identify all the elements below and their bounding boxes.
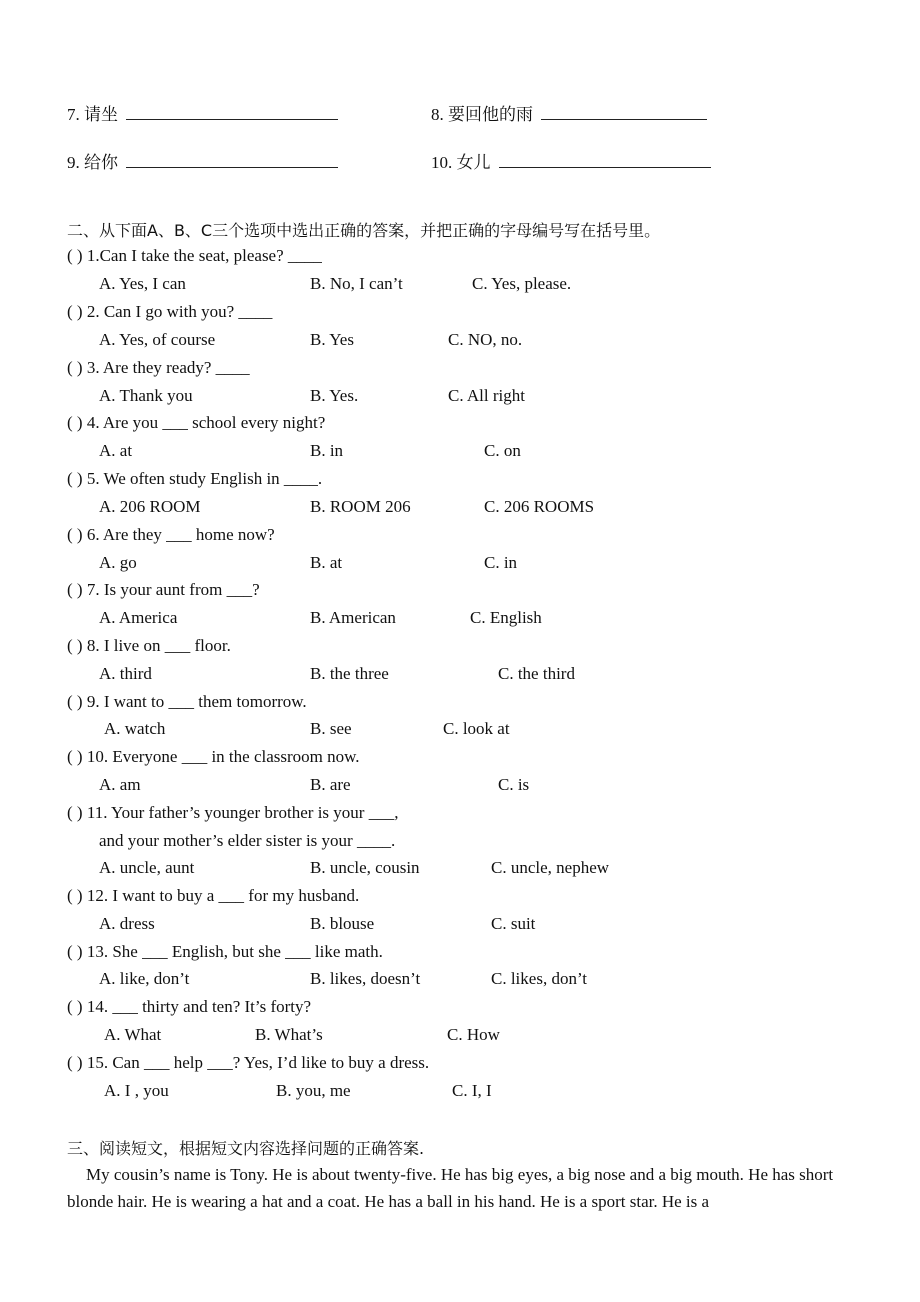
option-a: A. Yes, of course [99,330,216,349]
option-b: B. see [310,719,352,738]
option-b: B. What’s [255,1025,323,1044]
option-c: C. I, I [452,1081,492,1100]
question-stem: ( ) 12. I want to buy a ___ for my husband. [67,886,360,905]
vocab-item-8 [431,100,707,125]
option-b: B. ROOM 206 [310,497,411,516]
question-stem-continued: and your mother’s elder sister is your ____. [99,831,396,850]
section-3-heading: 三、阅读短文，根据短文内容选择问题的正确答案. [67,1139,425,1158]
vocab-label: 8. 要回他的雨 [431,105,533,124]
question-stem: ( ) 8. I live on ___ floor. [67,636,231,655]
option-b: B. American [310,608,396,627]
option-a: A. 206 ROOM [99,497,201,516]
option-a: A. What [104,1025,162,1044]
option-c: C. look at [443,719,510,738]
answer-blank[interactable] [126,167,338,168]
option-c: C. How [447,1025,500,1044]
reading-passage: My cousin’s name is Tony. He is about twenty-five. He has big eyes, a big nose and a big mouth. He has short blonde hair. He is wearing a hat and a coat. He has a ball in his hand. He is a sport star. He is a [67,1165,834,1211]
question-stem: ( ) 7. Is your aunt from ___? [67,580,260,599]
option-a: A. dress [99,914,155,933]
option-a: A. at [99,441,133,460]
vocab-item-10 [431,148,711,173]
vocab-item-9 [67,148,338,173]
option-c: C. Yes, please. [472,274,572,293]
question-stem: ( ) 11. Your father’s younger brother is your ___, [67,803,399,822]
option-a: A. Yes, I can [99,274,186,293]
option-b: B. likes, doesn’t [310,969,421,988]
answer-blank[interactable] [499,167,711,168]
option-c: C. All right [448,386,525,405]
vocab-item-7 [67,100,338,125]
option-b: B. at [310,553,343,572]
option-c: C. the third [498,664,575,683]
option-c: C. English [470,608,542,627]
option-a: A. am [99,775,141,794]
option-c: C. is [498,775,530,794]
option-a: A. like, don’t [99,969,190,988]
question-stem: ( ) 5. We often study English in ____. [67,469,323,488]
option-b: B. No, I can’t [310,274,403,293]
question-stem: ( ) 2. Can I go with you? ____ [67,302,273,321]
option-b: B. are [310,775,351,794]
question-stem: ( ) 1.Can I take the seat, please? ____ [67,246,322,265]
option-a: A. uncle, aunt [99,858,195,877]
option-c: C. likes, don’t [491,969,588,988]
question-stem: ( ) 13. She ___ English, but she ___ like math. [67,942,383,961]
question-stem: ( ) 4. Are you ___ school every night? [67,413,326,432]
option-b: B. uncle, cousin [310,858,420,877]
option-a: A. I , you [104,1081,169,1100]
vocab-label: 7. 请坐 [67,105,118,124]
option-a: A. go [99,553,137,572]
option-c: C. in [484,553,518,572]
option-a: A. America [99,608,178,627]
option-b: B. you, me [276,1081,351,1100]
question-stem: ( ) 14. ___ thirty and ten? It’s forty? [67,997,312,1016]
vocab-label: 9. 给你 [67,153,118,172]
option-b: B. blouse [310,914,375,933]
question-stem: ( ) 15. Can ___ help ___? Yes, I’d like to buy a dress. [67,1053,430,1072]
answer-blank[interactable] [126,119,338,120]
option-a: A. third [99,664,152,683]
question-stem: ( ) 6. Are they ___ home now? [67,525,275,544]
answer-blank[interactable] [541,119,707,120]
question-stem: ( ) 3. Are they ready? ____ [67,358,250,377]
vocab-label: 10. 女儿 [431,153,491,172]
option-b: B. the three [310,664,389,683]
option-c: C. suit [491,914,536,933]
option-a: A. watch [104,719,166,738]
option-b: B. Yes. [310,386,359,405]
option-c: C. uncle, nephew [491,858,610,877]
option-b: B. in [310,441,344,460]
option-c: C. on [484,441,521,460]
option-a: A. Thank you [99,386,193,405]
option-c: C. NO, no. [448,330,523,349]
option-c: C. 206 ROOMS [484,497,595,516]
option-b: B. Yes [310,330,354,349]
section-2-heading: 二、从下面A、B、C三个选项中选出正确的答案，并把正确的字母编号写在括号里。 [67,221,661,240]
question-stem: ( ) 9. I want to ___ them tomorrow. [67,692,307,711]
question-stem: ( ) 10. Everyone ___ in the classroom now. [67,747,360,766]
